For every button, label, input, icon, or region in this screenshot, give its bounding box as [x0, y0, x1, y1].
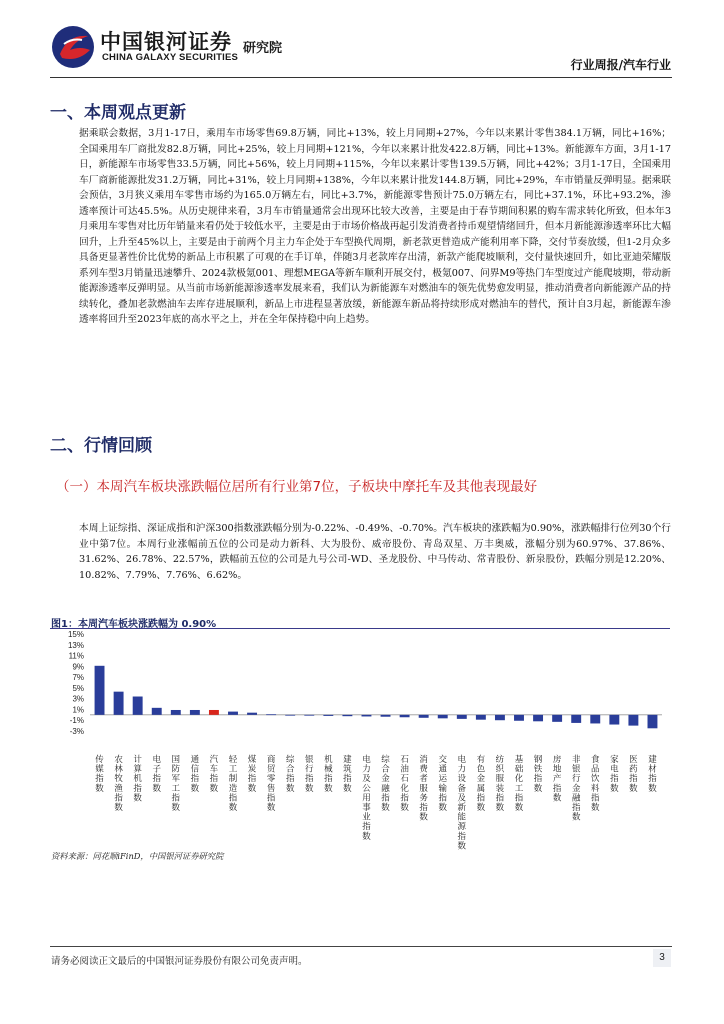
bar-19 — [457, 715, 467, 719]
bar-14 — [362, 715, 372, 717]
category-label: 有色金属指数 — [476, 755, 486, 813]
bar-2 — [133, 697, 143, 715]
category-label: 国防军工指数 — [171, 755, 181, 813]
category-label: 电子指数 — [152, 755, 161, 794]
category-label: 石油石化指数 — [400, 755, 409, 813]
industry-change-bar-chart — [50, 628, 670, 852]
bar-8 — [247, 713, 257, 715]
category-label: 基础化工指数 — [514, 755, 524, 813]
bar-0 — [95, 666, 105, 715]
category-label: 传媒指数 — [95, 755, 104, 794]
category-label: 轻工制造指数 — [228, 755, 238, 813]
y-tick-label: 15% — [67, 630, 84, 639]
bar-26 — [590, 715, 600, 724]
y-tick-label: 11% — [68, 651, 84, 661]
category-label: 医药指数 — [629, 755, 638, 794]
bar-21 — [495, 715, 505, 720]
category-label: 建筑指数 — [343, 755, 352, 794]
footer-disclaimer: 请务必阅读正文最后的中国银河证券股份有限公司免责声明。 — [51, 956, 308, 967]
category-label: 交通运输指数 — [438, 755, 447, 813]
bar-17 — [419, 715, 429, 718]
bar-6 — [209, 710, 219, 715]
category-label: 纺织服装指数 — [495, 755, 505, 813]
category-label: 汽车指数 — [209, 755, 219, 794]
category-label: 通信指数 — [190, 755, 200, 794]
category-label: 计算机指数 — [133, 755, 142, 804]
category-label: 综合指数 — [285, 755, 295, 794]
bar-13 — [342, 715, 352, 716]
bar-23 — [533, 715, 543, 721]
bar-22 — [514, 715, 524, 721]
brand-institute: 研究院 — [243, 41, 283, 56]
section-views-paragraph: 据乘联会数据，3月1-17日，乘用车市场零售69.8万辆，同比+13%，较上月同期+27%，今年以来累计零售384.1万辆，同比+16%；全国乘用车厂商批发82.8万辆，同比+25%，较上月同期+121%，今年以来累计批发422.8万辆，同比+13%。新能源车方面，3月1-17日，新能源车市场零售33.5万辆，同比+56%，较上月同期+115%，今年以来累计零售139.5万辆，同比+42%；3月1-17日，全国乘用车厂商新能源批发31.2万辆，同比+31%，较上月同期+138%，今年以来累计批发144.8万辆，同比+29%，车市销量反弹明显。据乘联会预估，3月狭义乘用车零售市场约为165.0万辆左右，同比+3.7%，新能源零售预计75.0万辆左右，同比+37.1%，环比+93.2%，渗透率预计可达45.5%。从历史规律来看，3月车市销量通常会出现环比较大改善，主要是由于春节期间积累的购车需求转化所致，但本年3月乘用车零售对比历年销量来看仍处于较低水平，主要是由于市场价格战再起引发消费者持币观望情绪回升，但本月新能源渗透率环比大幅回升，上升至45%以上，主要是由于前两个月主力车企处于车型换代周期，新老款更替造成产能利用率下降，交付节奏放缓，但1-2月众多具备更显著性价比优势的新品上市积累了可观的在手订单，伴随3月老款库存出清，新款产能爬坡顺利，交付量快速回升，如比亚迪荣耀版系列车型3月销量迅速攀升、2024款极氪001、理想MEGA等新车顺利开展交付，极氪007、问界M9等热门车型度过产能爬坡期，带动新能源渗透率反弹明显。从当前市场新能源渗透率发展来看，我们认为新能源车对燃油车的领先优势愈发明显，推动消费者向新能源产品的持续转化，叠加老款燃油车去库存进展顺利，新品上市进程显著放缓，新能源车新品将持续形成对燃油车的替代，预计自3月起，新能源车渗透率将回升至2023年底的高水平之上，并在全年保持稳中向上趋势。 — [79, 128, 671, 325]
bar-12 — [323, 715, 333, 716]
section-title-views: 一、本周观点更新 — [50, 103, 186, 123]
category-label: 消费者服务指数 — [419, 755, 428, 823]
header-divider — [50, 77, 672, 78]
bar-4 — [171, 710, 181, 715]
brand-name-en: CHINA GALAXY SECURITIES — [102, 52, 239, 63]
y-tick-label: 3% — [72, 694, 84, 704]
category-label: 钢铁指数 — [533, 755, 543, 794]
bar-28 — [628, 715, 638, 726]
y-tick-label: 13% — [67, 640, 84, 650]
bar-29 — [648, 715, 658, 728]
category-label: 煤炭指数 — [247, 755, 257, 794]
bar-18 — [438, 715, 448, 719]
bar-25 — [571, 715, 581, 723]
brand-name-cn: 中国银河证券 — [100, 30, 232, 54]
report-type: 行业周报/汽车行业 — [570, 58, 671, 72]
category-label: 食品饮料指数 — [591, 755, 600, 813]
category-label: 房地产指数 — [552, 755, 562, 804]
market-paragraph: 本周上证综指、深证成指和沪深300指数涨跌幅分别为-0.22%、-0.49%、-0.70%。汽车板块的涨跌幅为0.90%，涨跌幅排行位列30个行业中第7位。本周行业涨幅前五位的公司是动力新科、大为股份、威帝股份、青岛双星、万丰奥威，涨幅分别为60.97%、37.86%、31.62%、26.78%、22.57%，跌幅前五位的公司是九号公司-WD、圣龙股份、中马传动、常青股份、新泉股份，跌幅分别是12.20%、10.82%、7.79%、7.76%、6.62%。 — [79, 523, 671, 581]
category-label: 综合金融指数 — [381, 755, 390, 813]
y-tick-label: 9% — [72, 662, 84, 672]
bar-15 — [381, 715, 391, 717]
footer-divider — [50, 946, 672, 947]
category-label: 机械指数 — [324, 755, 333, 794]
bar-5 — [190, 710, 200, 715]
y-tick-label: 7% — [72, 673, 84, 683]
bar-9 — [266, 714, 276, 715]
bar-10 — [285, 715, 295, 716]
figure-source: 资料来源：同花顺iFinD，中国银河证券研究院 — [51, 851, 224, 861]
bar-20 — [476, 715, 486, 720]
y-tick-label: 5% — [72, 683, 84, 693]
section-title-market: 二、行情回顾 — [50, 436, 152, 456]
category-label: 建材指数 — [648, 755, 657, 794]
galaxy-logo-icon — [50, 24, 96, 70]
y-tick-label: -3% — [69, 727, 84, 736]
subsection-title: （一）本周汽车板块涨跌幅位居所有行业第7位，子板块中摩托车及其他表现最好 — [56, 479, 538, 495]
y-tick-label: 1% — [72, 705, 84, 715]
y-tick-label: -1% — [69, 716, 84, 726]
category-label: 电力及公用事业指数 — [362, 755, 371, 842]
bar-7 — [228, 712, 238, 715]
bar-16 — [400, 715, 410, 717]
category-label: 家电指数 — [610, 755, 619, 794]
page-number: 3 — [653, 949, 671, 967]
bar-27 — [609, 715, 619, 725]
category-label: 非银行金融指数 — [571, 755, 581, 823]
bar-1 — [114, 692, 124, 715]
figure-title: 图1：本周汽车板块涨跌幅为 0.90% — [51, 619, 217, 630]
category-label: 电力设备及新能源指数 — [457, 755, 467, 852]
category-label: 商贸零售指数 — [266, 755, 276, 813]
bar-11 — [304, 715, 314, 716]
bar-24 — [552, 715, 562, 722]
category-label: 银行指数 — [305, 755, 314, 794]
category-label: 农林牧渔指数 — [114, 755, 123, 813]
bar-3 — [152, 708, 162, 715]
